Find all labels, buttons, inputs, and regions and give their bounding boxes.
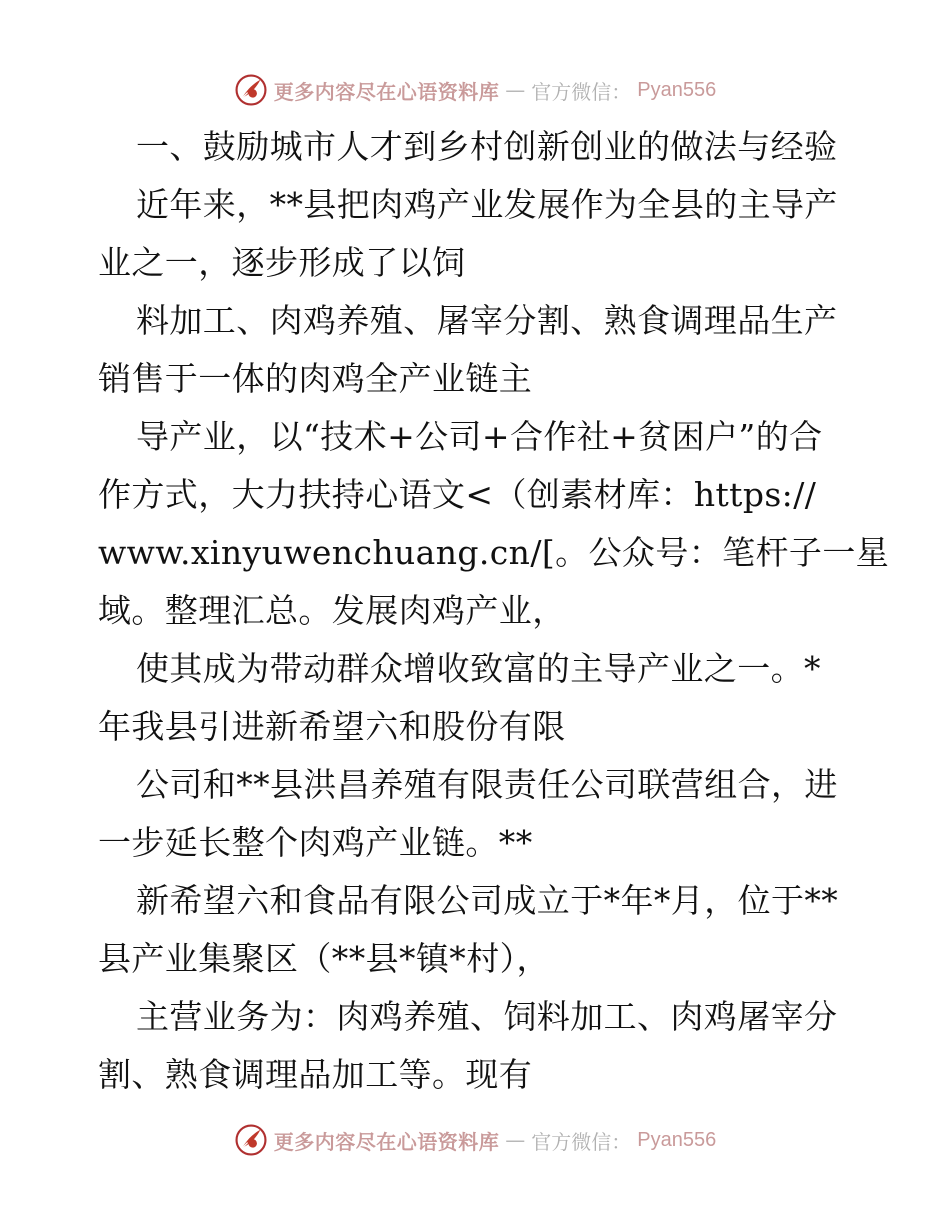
watermark-dash: — xyxy=(505,1128,526,1152)
quill-logo-icon xyxy=(234,73,268,107)
text-line: 一、鼓励城市人才到乡村创新创业的做法与经验 xyxy=(136,127,838,166)
text-line: 主营业务为：肉鸡养殖、饲料加工、肉鸡屠宰分 xyxy=(136,997,838,1036)
header-watermark xyxy=(0,70,950,110)
text-line: 新希望六和食品有限公司成立于*年*月，位于** xyxy=(136,881,839,920)
text-line: 料加工、肉鸡养殖、屠宰分割、熟食调理品生产 xyxy=(136,301,838,340)
watermark-dash: — xyxy=(505,78,526,102)
text-line: 销售于一体的肉鸡全产业链主 xyxy=(98,359,533,398)
watermark-wechat-id: Pyan556 xyxy=(637,78,717,101)
text-line: 作方式，大力扶持心语文<（创素材库：https:// xyxy=(98,475,817,514)
text-line: 使其成为带动群众增收致富的主导产业之一。* xyxy=(136,649,821,688)
quill-logo-icon xyxy=(234,1123,268,1157)
watermark-brand: 更多内容尽在心语资料库 xyxy=(273,79,500,104)
watermark-wechat-label: 官方微信： xyxy=(531,1129,632,1154)
text-line: 县产业集聚区（**县*镇*村）， xyxy=(98,939,550,978)
text-line: 导产业，以“技术+公司+合作社+贫困户”的合 xyxy=(136,417,823,456)
watermark-group xyxy=(234,73,716,107)
text-line: www.xinyuwenchuang.cn/[。公众号：笔杆子一星 xyxy=(98,533,890,572)
watermark-wechat-label: 官方微信： xyxy=(531,79,632,104)
text-line: 业之一，逐步形成了以饲 xyxy=(98,243,466,282)
text-line: 割、熟食调理品加工等。现有 xyxy=(98,1055,533,1094)
text-line: 近年来，**县把肉鸡产业发展作为全县的主导产 xyxy=(136,185,838,224)
watermark-group xyxy=(234,1123,716,1157)
text-line: 域。整理汇总。发展肉鸡产业， xyxy=(98,591,566,630)
watermark-wechat-id: Pyan556 xyxy=(637,1128,717,1151)
text-line: 公司和**县洪昌养殖有限责任公司联营组合，进 xyxy=(136,765,838,804)
text-line: 一步延长整个肉鸡产业链。** xyxy=(98,823,533,862)
watermark-brand: 更多内容尽在心语资料库 xyxy=(273,1129,500,1154)
text-line: 年我县引进新希望六和股份有限 xyxy=(98,707,566,746)
footer-watermark xyxy=(0,1120,950,1160)
document-body xyxy=(98,118,890,1104)
